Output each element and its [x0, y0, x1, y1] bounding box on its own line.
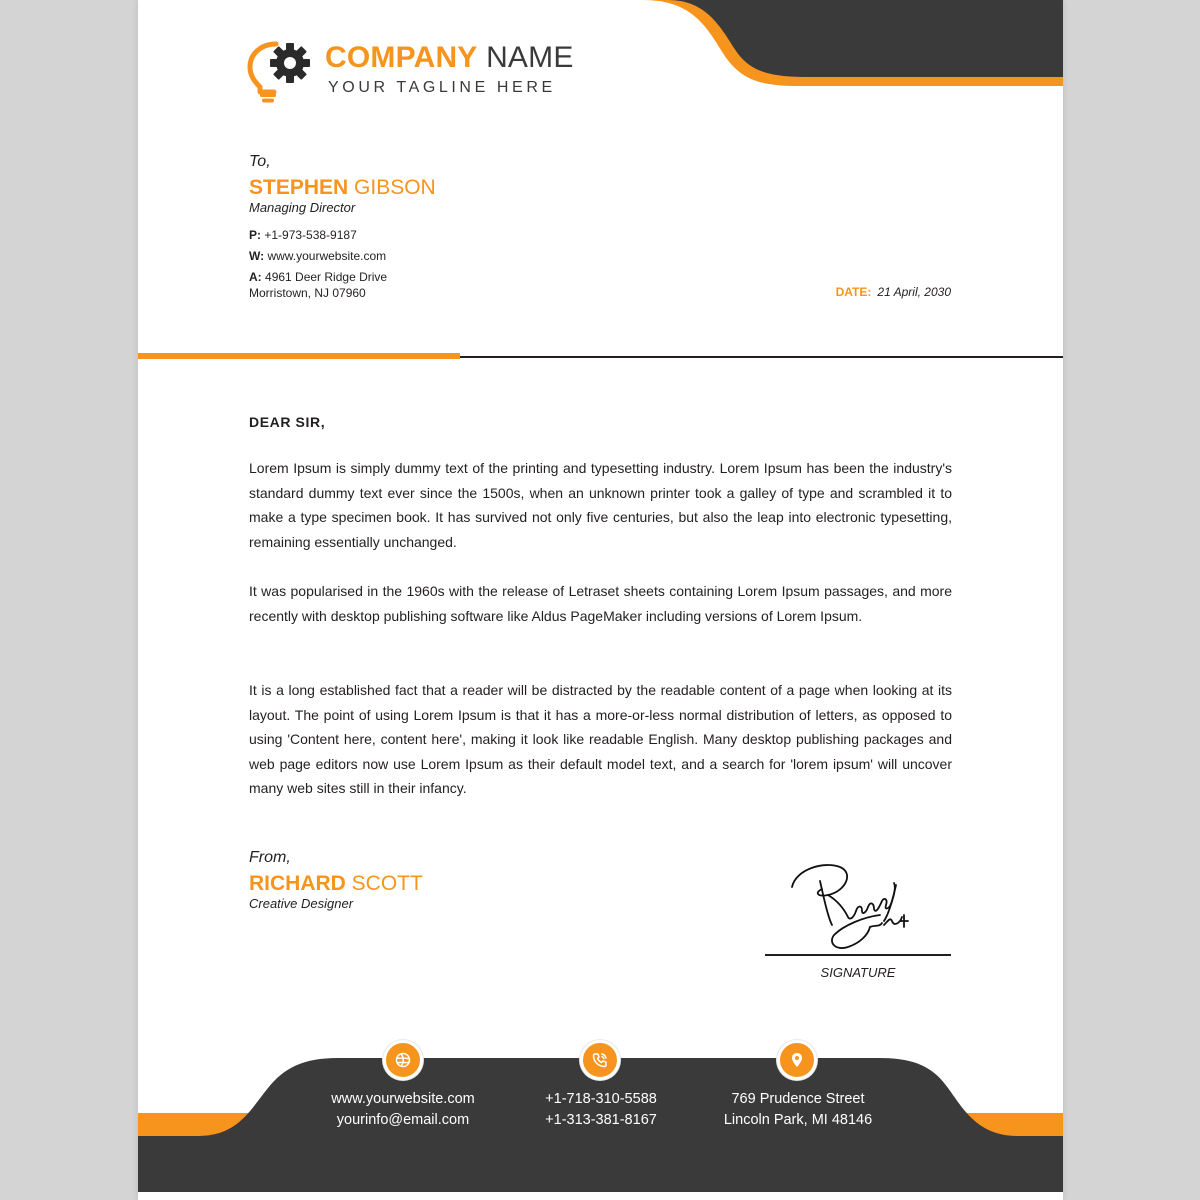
body-paragraph: It was popularised in the 1960s with the release of Letraset sheets containing Lorem Ipsum passages, and more recently with desktop publishing software like Aldus PageMaker including versions of Lorem Ipsum.: [249, 583, 952, 624]
footer-phone-2: +1-313-381-8167: [545, 1112, 657, 1128]
sender-role: Creative Designer: [249, 896, 354, 911]
divider-accent: [138, 353, 460, 359]
signature-label: SIGNATURE: [820, 965, 896, 980]
signature-line: [765, 954, 951, 956]
recipient-address: A: 4961 Deer Ridge Drive: [249, 270, 388, 284]
footer-phone-1: +1-718-310-5588: [545, 1091, 657, 1107]
recipient-address-line2: Morristown, NJ 07960: [249, 286, 366, 300]
from-label: From,: [249, 849, 291, 866]
sender-name: RICHARD SCOTT: [249, 872, 423, 895]
divider-line: [460, 356, 1063, 358]
footer-website: www.yourwebsite.com: [331, 1091, 475, 1107]
recipient-role: Managing Director: [249, 200, 356, 215]
company-name: COMPANY NAME: [325, 41, 574, 74]
footer-phone-contact: [491, 1089, 711, 1131]
handwritten-signature: [784, 855, 934, 955]
footer-address: [688, 1089, 908, 1131]
footer-address-line2: Lincoln Park, MI 48146: [723, 1112, 873, 1128]
company-tagline: YOUR TAGLINE HERE: [328, 79, 556, 96]
letterhead-page: [138, 0, 1063, 1200]
recipient-phone: P: +1-973-538-9187: [249, 228, 357, 242]
body-paragraph: It is a long established fact that a reader will be distracted by the readable content of a page when looking at its layout. The point of using Lorem Ipsum is that it has a more-or-less normal distribution of letters, as opposed to using 'Content here, content here', making it look like readable English. Many desktop publishing packages and web page editors now use Lorem Ipsum as their default model text, and a search for 'lorem ipsum' will uncover many web sites still in their infancy.: [249, 682, 952, 797]
recipient-name: STEPHEN GIBSON: [249, 176, 436, 199]
footer-email: yourinfo@email.com: [336, 1112, 470, 1128]
to-label: To,: [249, 153, 271, 170]
salutation: DEAR SIR,: [249, 414, 326, 430]
phone-icon: [580, 1040, 620, 1080]
footer-web-contact: [293, 1089, 513, 1131]
footer-address-line1: 769 Prudence Street: [731, 1091, 865, 1107]
lightbulb-gear-icon: [246, 38, 316, 104]
location-pin-icon: [777, 1040, 817, 1080]
letter-date: DATE: 21 April, 2030: [835, 285, 951, 299]
globe-icon: [383, 1040, 423, 1080]
body-paragraph: Lorem Ipsum is simply dummy text of the printing and typesetting industry. Lorem Ipsum has been the industry's standard dummy text ever since the 1500s, when an unknown printer took a galley of type and scrambled it to make a type specimen book. It has survived not only five centuries, but also the leap into electronic typesetting, remaining essentially unchanged.: [249, 460, 952, 550]
recipient-website: W: www.yourwebsite.com: [249, 249, 387, 263]
